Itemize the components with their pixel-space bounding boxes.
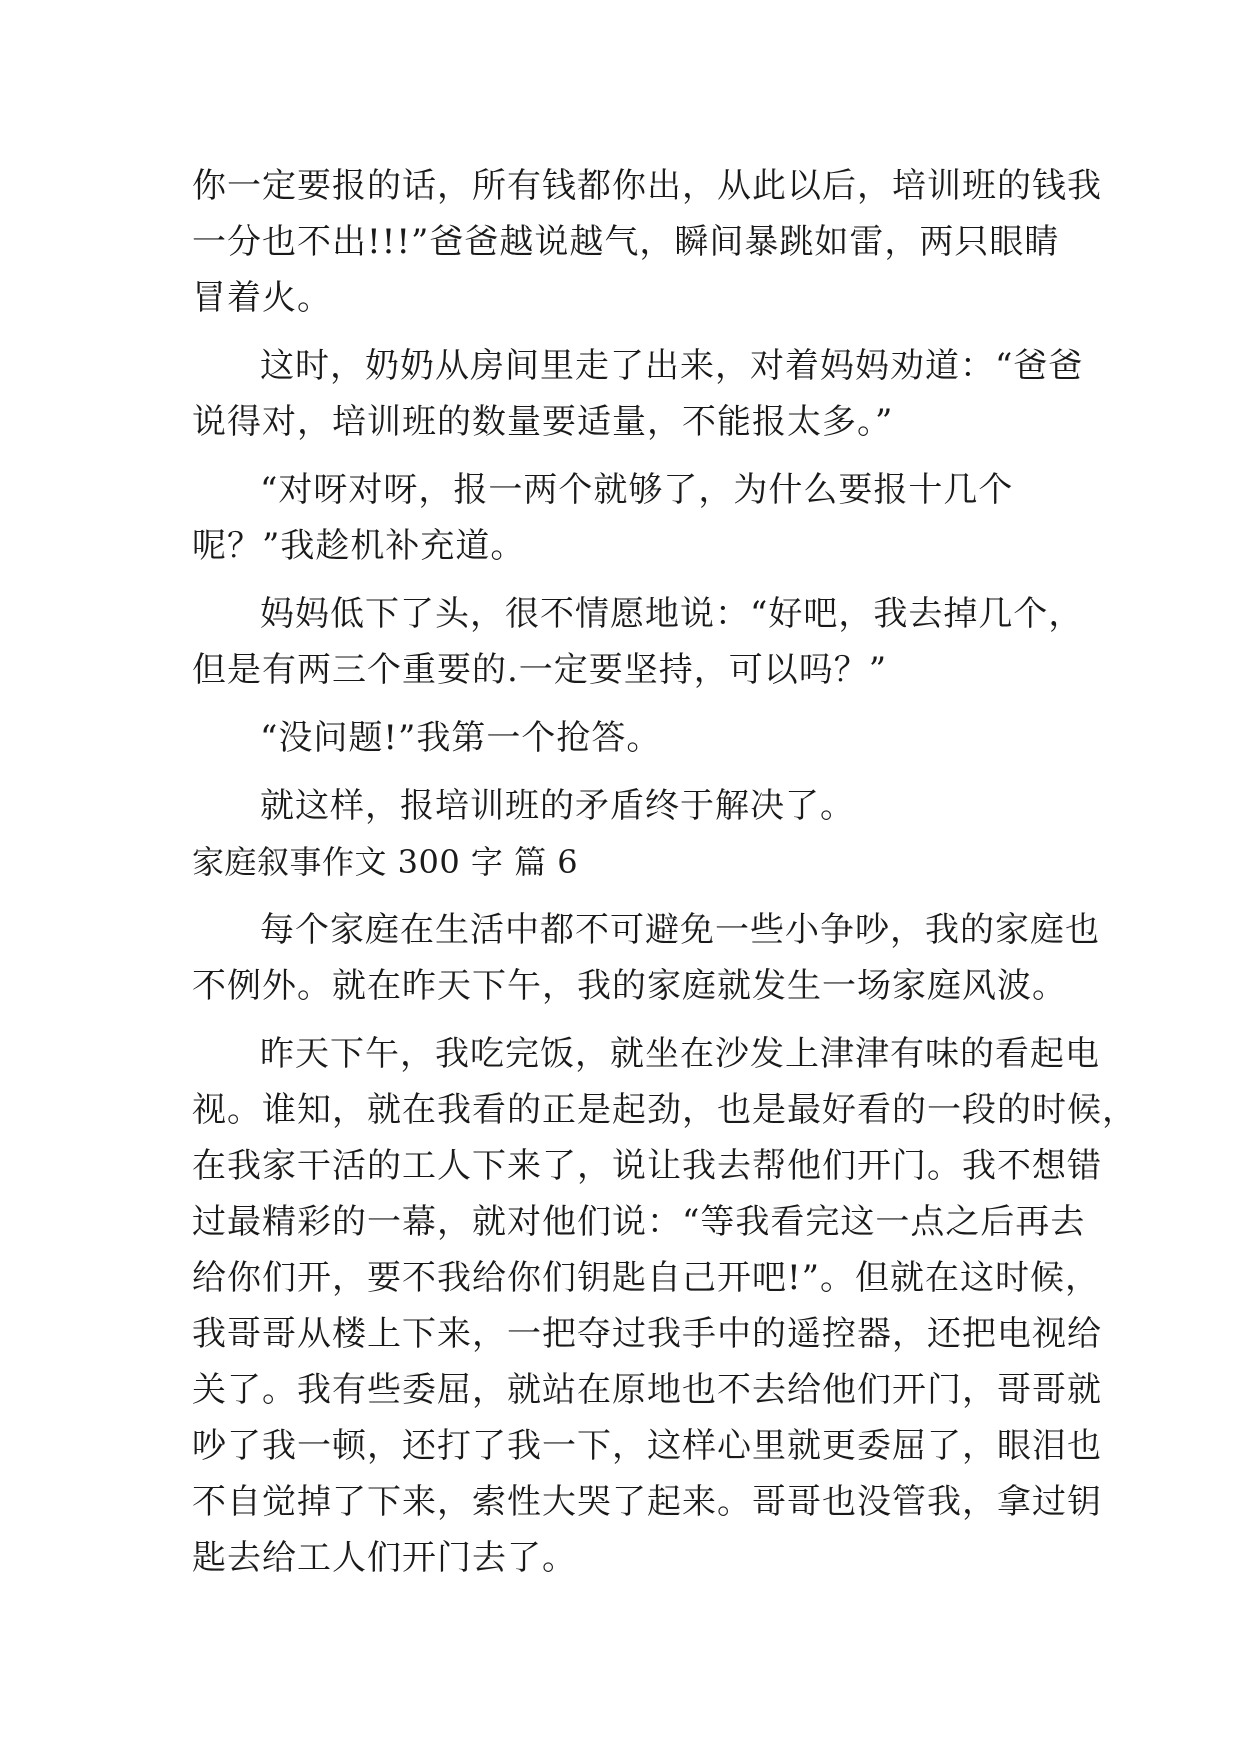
- paragraph-line: 但是有两三个重要的.一定要坚持，可以吗？”: [192, 650, 888, 690]
- paragraph-line: 一分也不出!!!”爸爸越说越气，瞬间暴跳如雷，两只眼睛: [192, 222, 1060, 262]
- paragraph-line: 你一定要报的话，所有钱都你出，从此以后，培训班的钱我: [192, 166, 1102, 206]
- paragraph-line: “没问题!”我第一个抢答。: [260, 718, 662, 758]
- paragraph-line: 呢？”我趁机补充道。: [192, 526, 526, 566]
- paragraph-line: 吵了我一顿，还打了我一下，这样心里就更委屈了，眼泪也: [192, 1426, 1102, 1466]
- paragraph-line: 就这样，报培训班的矛盾终于解决了。: [260, 786, 855, 826]
- section-heading: 家庭叙事作文 300 字 篇 6: [192, 843, 579, 881]
- paragraph-line: 匙去给工人们开门去了。: [192, 1538, 577, 1578]
- paragraph-line: 冒着火。: [192, 278, 332, 318]
- paragraph-line: “对呀对呀，报一两个就够了，为什么要报十几个: [260, 470, 1014, 510]
- document-body: [192, 158, 1137, 1586]
- paragraph-line: 我哥哥从楼上下来，一把夺过我手中的遥控器，还把电视给: [192, 1314, 1102, 1354]
- paragraph-line: 在我家干活的工人下来了，说让我去帮他们开门。我不想错: [192, 1146, 1102, 1186]
- paragraph-line: 给你们开，要不我给你们钥匙自己开吧!”。但就在这时候，: [192, 1258, 1101, 1298]
- paragraph-line: 关了。我有些委屈，就站在原地也不去给他们开门，哥哥就: [192, 1370, 1102, 1410]
- paragraph-line: 不例外。就在昨天下午，我的家庭就发生一场家庭风波。: [192, 966, 1067, 1006]
- paragraph-line: 每个家庭在生活中都不可避免一些小争吵，我的家庭也: [260, 910, 1100, 950]
- paragraph-line: 妈妈低下了头，很不情愿地说：“好吧，我去掉几个，: [260, 594, 1084, 634]
- paragraph-line: 不自觉掉了下来，索性大哭了起来。哥哥也没管我，拿过钥: [192, 1482, 1102, 1522]
- paragraph-line: 说得对，培训班的数量要适量，不能报太多。”: [192, 402, 894, 442]
- paragraph-line: 这时，奶奶从房间里走了出来，对着妈妈劝道：“爸爸: [260, 346, 1084, 386]
- paragraph-line: 过最精彩的一幕，就对他们说：“等我看完这一点之后再去: [192, 1202, 1086, 1242]
- paragraph-line: 视。谁知，就在我看的正是起劲，也是最好看的一段的时候，: [192, 1090, 1137, 1130]
- paragraph-line: 昨天下午，我吃完饭，就坐在沙发上津津有味的看起电: [260, 1034, 1100, 1074]
